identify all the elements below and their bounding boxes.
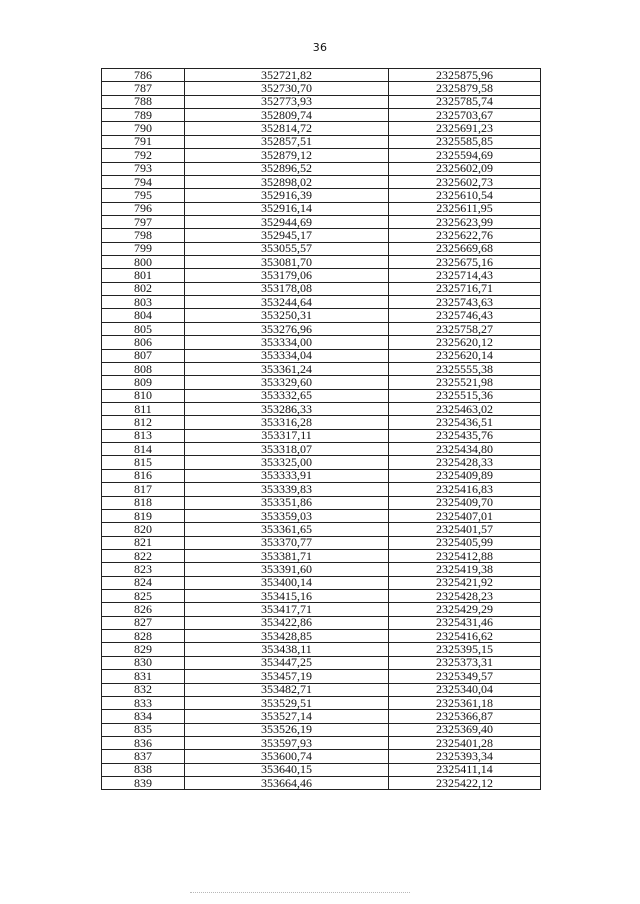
x-coordinate-cell: 353339,83 <box>185 483 389 496</box>
table-row <box>102 750 541 763</box>
table-row <box>102 82 541 95</box>
point-number-cell: 832 <box>102 683 185 696</box>
table-row <box>102 656 541 669</box>
y-coordinate-cell: 2325349,57 <box>389 670 541 683</box>
point-number-cell: 791 <box>102 135 185 148</box>
y-coordinate-cell: 2325409,70 <box>389 496 541 509</box>
point-number-cell: 788 <box>102 95 185 108</box>
y-coordinate-cell: 2325395,15 <box>389 643 541 656</box>
table-row <box>102 202 541 215</box>
x-coordinate-cell: 353415,16 <box>185 590 389 603</box>
point-number-cell: 817 <box>102 483 185 496</box>
point-number-cell: 830 <box>102 656 185 669</box>
table-row <box>102 189 541 202</box>
point-number-cell: 822 <box>102 549 185 562</box>
y-coordinate-cell: 2325393,34 <box>389 750 541 763</box>
table-row <box>102 696 541 709</box>
point-number-cell: 805 <box>102 322 185 335</box>
point-number-cell: 797 <box>102 215 185 228</box>
x-coordinate-cell: 353334,04 <box>185 349 389 362</box>
table-row <box>102 229 541 242</box>
point-number-cell: 827 <box>102 616 185 629</box>
point-number-cell: 823 <box>102 563 185 576</box>
table-row <box>102 456 541 469</box>
table-row <box>102 69 541 82</box>
x-coordinate-cell: 353482,71 <box>185 683 389 696</box>
x-coordinate-cell: 353351,86 <box>185 496 389 509</box>
y-coordinate-cell: 2325675,16 <box>389 256 541 269</box>
table-row <box>102 242 541 255</box>
point-number-cell: 828 <box>102 630 185 643</box>
y-coordinate-cell: 2325758,27 <box>389 322 541 335</box>
point-number-cell: 798 <box>102 229 185 242</box>
y-coordinate-cell: 2325434,80 <box>389 443 541 456</box>
table-row <box>102 670 541 683</box>
x-coordinate-cell: 353457,19 <box>185 670 389 683</box>
x-coordinate-cell: 353276,96 <box>185 322 389 335</box>
point-number-cell: 825 <box>102 590 185 603</box>
y-coordinate-cell: 2325431,46 <box>389 616 541 629</box>
x-coordinate-cell: 353447,25 <box>185 656 389 669</box>
y-coordinate-cell: 2325429,29 <box>389 603 541 616</box>
point-number-cell: 835 <box>102 723 185 736</box>
table-row <box>102 496 541 509</box>
point-number-cell: 794 <box>102 175 185 188</box>
point-number-cell: 803 <box>102 296 185 309</box>
y-coordinate-cell: 2325412,88 <box>389 549 541 562</box>
x-coordinate-cell: 352944,69 <box>185 215 389 228</box>
x-coordinate-cell: 353333,91 <box>185 469 389 482</box>
table-row <box>102 175 541 188</box>
point-number-cell: 816 <box>102 469 185 482</box>
y-coordinate-cell: 2325463,02 <box>389 402 541 415</box>
point-number-cell: 831 <box>102 670 185 683</box>
table-row <box>102 362 541 375</box>
y-coordinate-cell: 2325428,33 <box>389 456 541 469</box>
x-coordinate-cell: 353428,85 <box>185 630 389 643</box>
table-row <box>102 643 541 656</box>
table-row <box>102 336 541 349</box>
point-number-cell: 786 <box>102 69 185 82</box>
x-coordinate-cell: 353600,74 <box>185 750 389 763</box>
point-number-cell: 820 <box>102 523 185 536</box>
point-number-cell: 819 <box>102 509 185 522</box>
table-row <box>102 469 541 482</box>
x-coordinate-cell: 353422,86 <box>185 616 389 629</box>
point-number-cell: 810 <box>102 389 185 402</box>
x-coordinate-cell: 353250,31 <box>185 309 389 322</box>
y-coordinate-cell: 2325428,23 <box>389 590 541 603</box>
x-coordinate-cell: 352896,52 <box>185 162 389 175</box>
point-number-cell: 807 <box>102 349 185 362</box>
y-coordinate-cell: 2325875,96 <box>389 69 541 82</box>
x-coordinate-cell: 353527,14 <box>185 710 389 723</box>
x-coordinate-cell: 353417,71 <box>185 603 389 616</box>
x-coordinate-cell: 353529,51 <box>185 696 389 709</box>
point-number-cell: 790 <box>102 122 185 135</box>
y-coordinate-cell: 2325435,76 <box>389 429 541 442</box>
table-row <box>102 429 541 442</box>
x-coordinate-cell: 353244,64 <box>185 296 389 309</box>
x-coordinate-cell: 353400,14 <box>185 576 389 589</box>
y-coordinate-cell: 2325373,31 <box>389 656 541 669</box>
point-number-cell: 821 <box>102 536 185 549</box>
table-row <box>102 763 541 776</box>
x-coordinate-cell: 352916,14 <box>185 202 389 215</box>
point-number-cell: 792 <box>102 149 185 162</box>
point-number-cell: 829 <box>102 643 185 656</box>
y-coordinate-cell: 2325436,51 <box>389 416 541 429</box>
y-coordinate-cell: 2325521,98 <box>389 376 541 389</box>
x-coordinate-cell: 353316,28 <box>185 416 389 429</box>
x-coordinate-cell: 353381,71 <box>185 549 389 562</box>
point-number-cell: 811 <box>102 402 185 415</box>
y-coordinate-cell: 2325622,76 <box>389 229 541 242</box>
x-coordinate-cell: 352857,51 <box>185 135 389 148</box>
x-coordinate-cell: 352898,02 <box>185 175 389 188</box>
y-coordinate-cell: 2325366,87 <box>389 710 541 723</box>
x-coordinate-cell: 353325,00 <box>185 456 389 469</box>
x-coordinate-cell: 353081,70 <box>185 256 389 269</box>
x-coordinate-cell: 353334,00 <box>185 336 389 349</box>
y-coordinate-cell: 2325620,14 <box>389 349 541 362</box>
table-row <box>102 215 541 228</box>
x-coordinate-cell: 352945,17 <box>185 229 389 242</box>
y-coordinate-cell: 2325602,09 <box>389 162 541 175</box>
x-coordinate-cell: 352916,39 <box>185 189 389 202</box>
table-row <box>102 349 541 362</box>
table-row <box>102 416 541 429</box>
y-coordinate-cell: 2325602,73 <box>389 175 541 188</box>
point-number-cell: 804 <box>102 309 185 322</box>
x-coordinate-cell: 353640,15 <box>185 763 389 776</box>
x-coordinate-cell: 353055,57 <box>185 242 389 255</box>
table-row <box>102 723 541 736</box>
y-coordinate-cell: 2325411,14 <box>389 763 541 776</box>
y-coordinate-cell: 2325515,36 <box>389 389 541 402</box>
y-coordinate-cell: 2325405,99 <box>389 536 541 549</box>
point-number-cell: 815 <box>102 456 185 469</box>
point-number-cell: 837 <box>102 750 185 763</box>
y-coordinate-cell: 2325691,23 <box>389 122 541 135</box>
point-number-cell: 789 <box>102 109 185 122</box>
point-number-cell: 833 <box>102 696 185 709</box>
y-coordinate-cell: 2325623,99 <box>389 215 541 228</box>
y-coordinate-cell: 2325746,43 <box>389 309 541 322</box>
y-coordinate-cell: 2325409,89 <box>389 469 541 482</box>
x-coordinate-cell: 352773,93 <box>185 95 389 108</box>
point-number-cell: 809 <box>102 376 185 389</box>
y-coordinate-cell: 2325407,01 <box>389 509 541 522</box>
point-number-cell: 812 <box>102 416 185 429</box>
y-coordinate-cell: 2325743,63 <box>389 296 541 309</box>
x-coordinate-cell: 353317,11 <box>185 429 389 442</box>
x-coordinate-cell: 353329,60 <box>185 376 389 389</box>
x-coordinate-cell: 353597,93 <box>185 736 389 749</box>
point-number-cell: 818 <box>102 496 185 509</box>
table-row <box>102 269 541 282</box>
x-coordinate-cell: 353391,60 <box>185 563 389 576</box>
y-coordinate-cell: 2325611,95 <box>389 202 541 215</box>
x-coordinate-cell: 352730,70 <box>185 82 389 95</box>
point-number-cell: 826 <box>102 603 185 616</box>
y-coordinate-cell: 2325421,92 <box>389 576 541 589</box>
table-row <box>102 109 541 122</box>
table-row <box>102 389 541 402</box>
y-coordinate-cell: 2325361,18 <box>389 696 541 709</box>
table-row <box>102 282 541 295</box>
page-number: 36 <box>312 41 328 54</box>
point-number-cell: 839 <box>102 777 185 790</box>
table-row <box>102 563 541 576</box>
point-number-cell: 801 <box>102 269 185 282</box>
table-row <box>102 523 541 536</box>
y-coordinate-cell: 2325716,71 <box>389 282 541 295</box>
x-coordinate-cell: 353286,33 <box>185 402 389 415</box>
table-row <box>102 256 541 269</box>
point-number-cell: 836 <box>102 736 185 749</box>
coordinates-table-body <box>102 69 541 790</box>
y-coordinate-cell: 2325879,58 <box>389 82 541 95</box>
table-row <box>102 710 541 723</box>
point-number-cell: 795 <box>102 189 185 202</box>
point-number-cell: 800 <box>102 256 185 269</box>
y-coordinate-cell: 2325369,40 <box>389 723 541 736</box>
table-row <box>102 135 541 148</box>
table-row <box>102 736 541 749</box>
y-coordinate-cell: 2325416,83 <box>389 483 541 496</box>
table-row <box>102 296 541 309</box>
point-number-cell: 814 <box>102 443 185 456</box>
point-number-cell: 808 <box>102 362 185 375</box>
y-coordinate-cell: 2325610,54 <box>389 189 541 202</box>
table-row <box>102 616 541 629</box>
x-coordinate-cell: 353361,24 <box>185 362 389 375</box>
coordinates-table <box>101 68 541 790</box>
y-coordinate-cell: 2325585,85 <box>389 135 541 148</box>
x-coordinate-cell: 353361,65 <box>185 523 389 536</box>
y-coordinate-cell: 2325714,43 <box>389 269 541 282</box>
table-row <box>102 549 541 562</box>
x-coordinate-cell: 353179,06 <box>185 269 389 282</box>
y-coordinate-cell: 2325401,57 <box>389 523 541 536</box>
table-row <box>102 509 541 522</box>
y-coordinate-cell: 2325620,12 <box>389 336 541 349</box>
y-coordinate-cell: 2325419,38 <box>389 563 541 576</box>
table-row <box>102 683 541 696</box>
x-coordinate-cell: 352721,82 <box>185 69 389 82</box>
x-coordinate-cell: 352809,74 <box>185 109 389 122</box>
table-row <box>102 483 541 496</box>
table-row <box>102 590 541 603</box>
x-coordinate-cell: 353178,08 <box>185 282 389 295</box>
point-number-cell: 806 <box>102 336 185 349</box>
x-coordinate-cell: 352879,12 <box>185 149 389 162</box>
point-number-cell: 787 <box>102 82 185 95</box>
table-row <box>102 443 541 456</box>
x-coordinate-cell: 352814,72 <box>185 122 389 135</box>
y-coordinate-cell: 2325416,62 <box>389 630 541 643</box>
point-number-cell: 793 <box>102 162 185 175</box>
y-coordinate-cell: 2325340,04 <box>389 683 541 696</box>
point-number-cell: 796 <box>102 202 185 215</box>
table-row <box>102 536 541 549</box>
table-row <box>102 402 541 415</box>
point-number-cell: 824 <box>102 576 185 589</box>
y-coordinate-cell: 2325594,69 <box>389 149 541 162</box>
table-row <box>102 376 541 389</box>
x-coordinate-cell: 353526,19 <box>185 723 389 736</box>
point-number-cell: 799 <box>102 242 185 255</box>
footer-scan-artifact <box>190 892 410 893</box>
point-number-cell: 813 <box>102 429 185 442</box>
x-coordinate-cell: 353332,65 <box>185 389 389 402</box>
y-coordinate-cell: 2325422,12 <box>389 777 541 790</box>
table-row <box>102 95 541 108</box>
table-row <box>102 322 541 335</box>
point-number-cell: 838 <box>102 763 185 776</box>
table-row <box>102 162 541 175</box>
x-coordinate-cell: 353664,46 <box>185 777 389 790</box>
x-coordinate-cell: 353438,11 <box>185 643 389 656</box>
table-row <box>102 149 541 162</box>
y-coordinate-cell: 2325669,68 <box>389 242 541 255</box>
y-coordinate-cell: 2325401,28 <box>389 736 541 749</box>
point-number-cell: 834 <box>102 710 185 723</box>
table-row <box>102 576 541 589</box>
table-row <box>102 309 541 322</box>
x-coordinate-cell: 353318,07 <box>185 443 389 456</box>
y-coordinate-cell: 2325785,74 <box>389 95 541 108</box>
x-coordinate-cell: 353370,77 <box>185 536 389 549</box>
table-row <box>102 603 541 616</box>
y-coordinate-cell: 2325555,38 <box>389 362 541 375</box>
table-row <box>102 630 541 643</box>
table-row <box>102 122 541 135</box>
x-coordinate-cell: 353359,03 <box>185 509 389 522</box>
y-coordinate-cell: 2325703,67 <box>389 109 541 122</box>
table-row <box>102 777 541 790</box>
point-number-cell: 802 <box>102 282 185 295</box>
